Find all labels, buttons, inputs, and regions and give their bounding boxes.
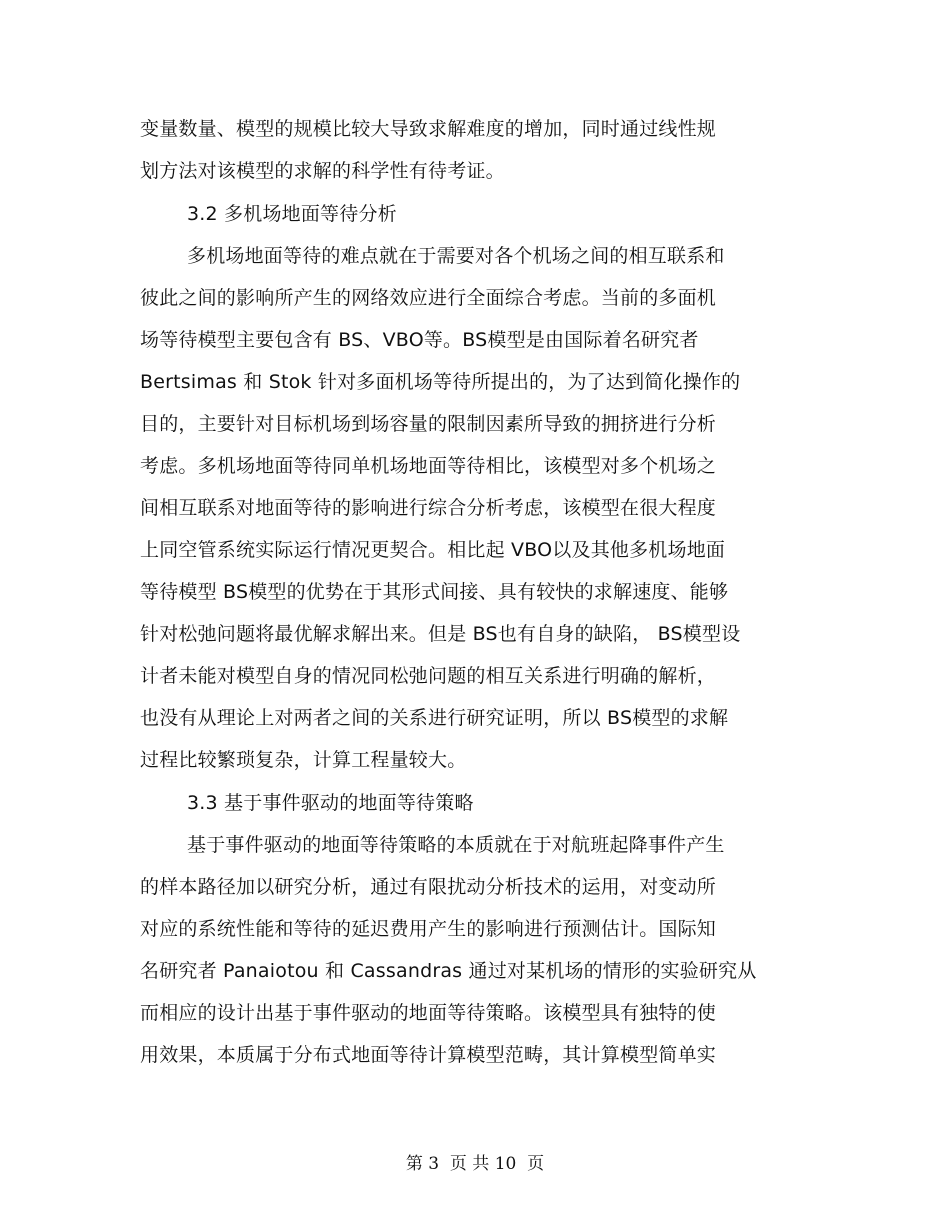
body-text-line: 场等待模型主要包含有 BS、VBO等。BS模型是由国际着名研究者 <box>140 329 699 351</box>
body-text-line: 考虑。多机场地面等待同单机场地面等待相比，该模型对多个机场之 <box>140 455 717 477</box>
body-text-line: 而相应的设计出基于事件驱动的地面等待策略。该模型具有独特的使 <box>140 1002 717 1024</box>
body-text-line: 间相互联系对地面等待的影响进行综合分析考虑，该模型在很大程度 <box>140 497 717 519</box>
body-text-line: 基于事件驱动的地面等待策略的本质就在于对航班起降事件产生 <box>187 834 725 856</box>
body-text-line: 彼此之间的影响所产生的网络效应进行全面综合考虑。当前的多面机 <box>140 287 717 309</box>
body-text-line: 名研究者 Panaiotou 和 Cassandras 通过对某机场的情形的实验研究从 <box>140 960 757 982</box>
body-text-line: 用效果，本质属于分布式地面等待计算模型范畴，其计算模型简单实 <box>140 1044 717 1066</box>
section-heading-3-2: 3.2 多机场地面等待分析 <box>187 203 397 225</box>
body-text-line: 变量数量、模型的规模比较大导致求解难度的增加，同时通过线性规 <box>140 118 717 140</box>
body-text-line: 计者未能对模型自身的情况同松弛问题的相互关系进行明确的解析， <box>140 665 717 687</box>
page-number-footer: 第 3 页 共 10 页 <box>405 1154 545 1174</box>
body-text-line: 等待模型 BS模型的优势在于其形式间接、具有较快的求解速度、能够 <box>140 581 729 603</box>
body-text-line: 多机场地面等待的难点就在于需要对各个机场之间的相互联系和 <box>187 245 725 267</box>
body-text-line: 的样本路径加以研究分析，通过有限扰动分析技术的运用，对变动所 <box>140 876 717 898</box>
body-text-line: 对应的系统性能和等待的延迟费用产生的影响进行预测估计。国际知 <box>140 918 717 940</box>
body-text-line: 针对松弛问题将最优解求解出来。但是 BS也有自身的缺陷， BS模型设 <box>140 623 741 645</box>
section-heading-3-3: 3.3 基于事件驱动的地面等待策略 <box>187 792 474 814</box>
body-text-line: 目的，主要针对目标机场到场容量的限制因素所导致的拥挤进行分析 <box>140 413 717 435</box>
body-text-line: Bertsimas 和 Stok 针对多面机场等待所提出的，为了达到简化操作的 <box>140 371 741 393</box>
body-text-line: 也没有从理论上对两者之间的关系进行研究证明，所以 BS模型的求解 <box>140 707 729 729</box>
body-text-line: 过程比较繁琐复杂，计算工程量较大。 <box>140 749 467 771</box>
body-text-line: 上同空管系统实际运行情况更契合。相比起 VBO以及其他多机场地面 <box>140 539 726 561</box>
body-text-line: 划方法对该模型的求解的科学性有待考证。 <box>140 160 505 182</box>
